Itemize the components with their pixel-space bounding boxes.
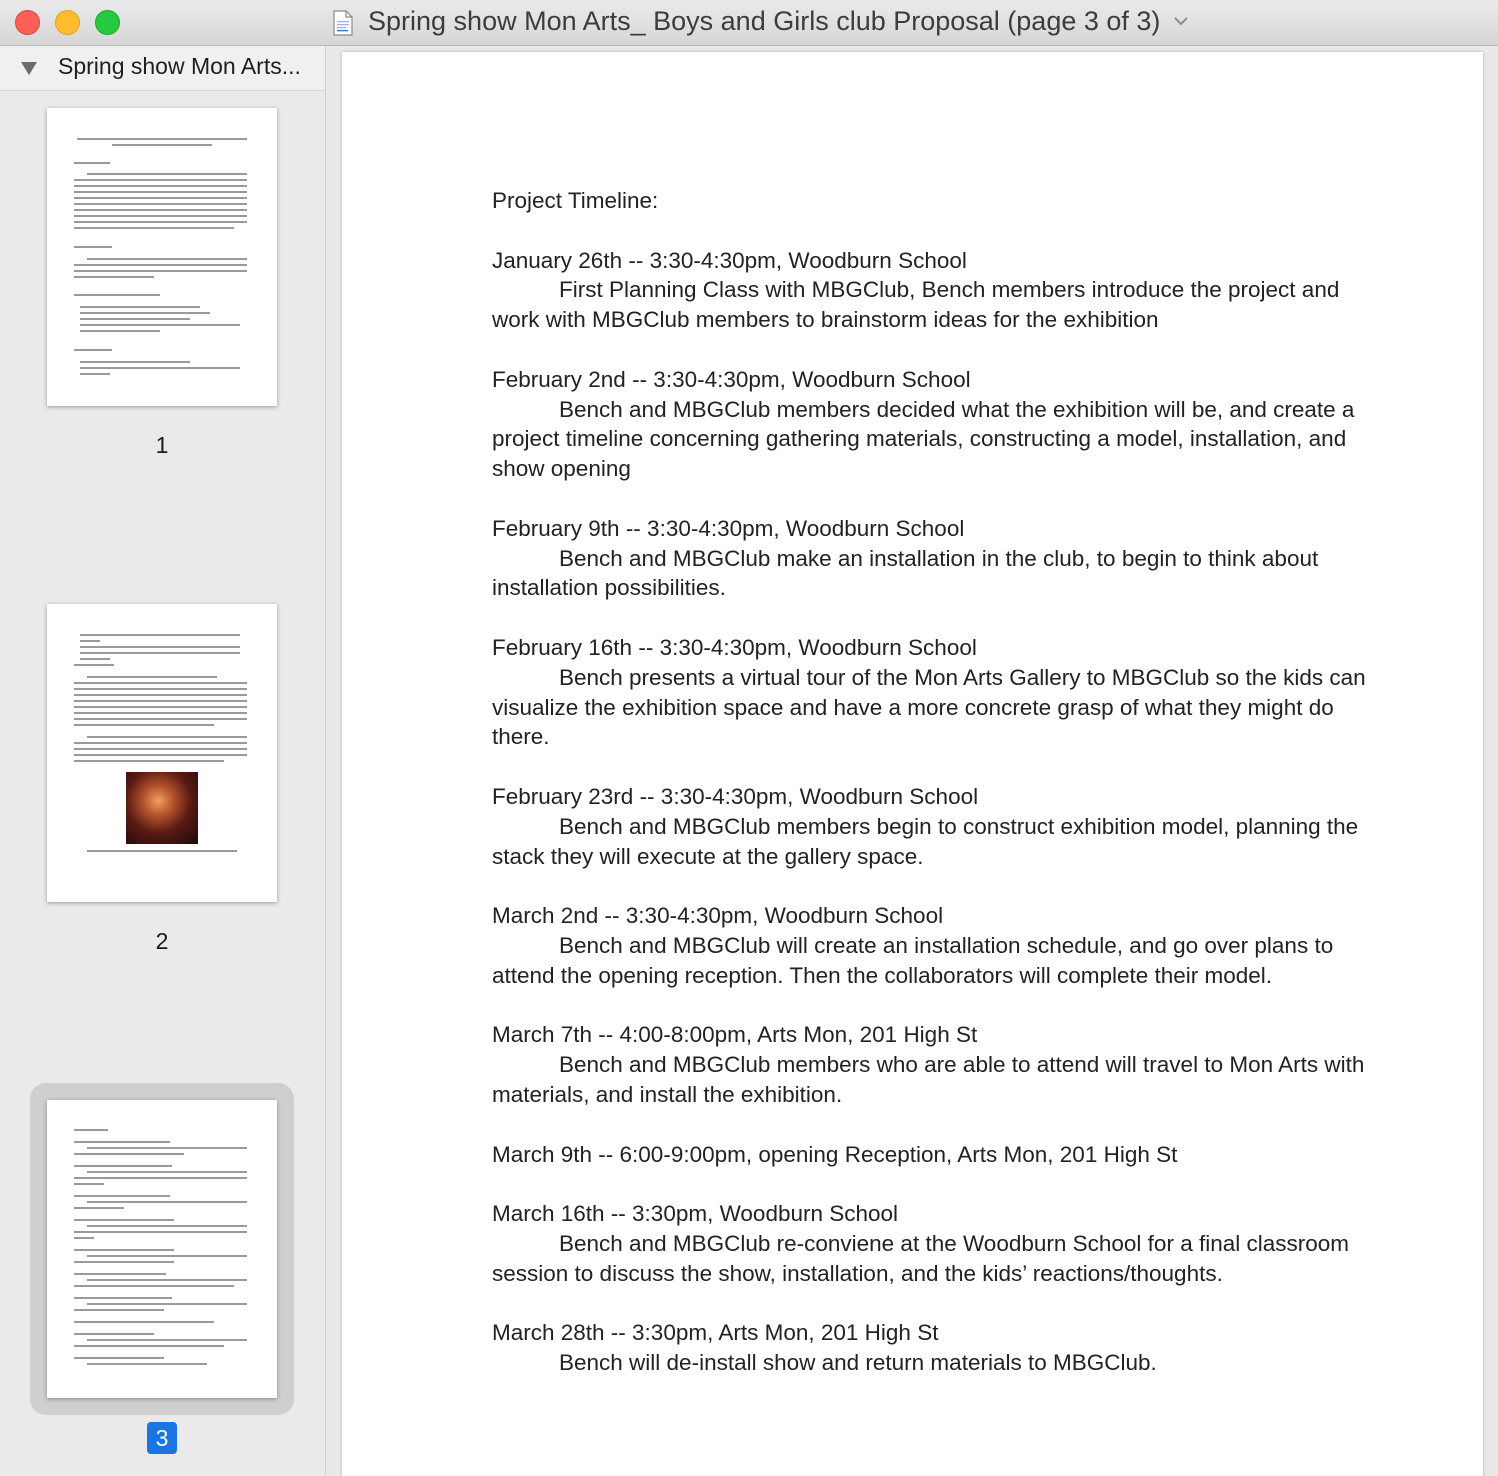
entry-date: March 2nd -- 3:30-4:30pm, Woodburn School bbox=[492, 903, 944, 929]
window-title[interactable]: Spring show Mon Arts_ Boys and Girls club Proposal (page 3 of 3) bbox=[368, 6, 1161, 36]
document-view[interactable] bbox=[326, 46, 1498, 1476]
entry-date: March 28th -- 3:30pm, Arts Mon, 201 High St bbox=[492, 1320, 939, 1346]
entry-description: Bench presents a virtual tour of the Mon Arts Gallery to MBGClub so the kids can visualize the exhibition space and have a more concrete grasp of what they might do there. bbox=[492, 664, 1366, 750]
thumbnail-photo bbox=[126, 772, 198, 844]
page-thumbnail-image bbox=[47, 108, 277, 406]
page-number-label[interactable]: 2 bbox=[155, 928, 169, 954]
entry-date: March 16th -- 3:30pm, Woodburn School bbox=[492, 1201, 899, 1227]
timeline-entry bbox=[492, 1140, 1372, 1170]
close-icon[interactable] bbox=[15, 10, 40, 35]
timeline-heading: Project Timeline: bbox=[492, 188, 659, 213]
page-thumbnail-3[interactable] bbox=[47, 1100, 277, 1398]
page-number-label[interactable]: 1 bbox=[155, 432, 169, 458]
page-thumbnail-image bbox=[47, 604, 277, 902]
minimize-icon[interactable] bbox=[55, 10, 80, 35]
entry-description: Bench and MBGClub members decided what the exhibition will be, and create a project timeline concerning gathering materials, constructing a model, installation, and show opening bbox=[492, 396, 1355, 482]
title-bar[interactable] bbox=[0, 0, 1498, 46]
entry-date: February 9th -- 3:30-4:30pm, Woodburn School bbox=[492, 515, 965, 541]
entry-description: Bench and MBGClub members who are able to attend will travel to Mon Arts with materials, and install the exhibition. bbox=[492, 1052, 1365, 1107]
page-thumbnail-1[interactable] bbox=[47, 108, 277, 406]
timeline-entry bbox=[492, 901, 1372, 990]
entry-date: January 26th -- 3:30-4:30pm, Woodburn School bbox=[492, 247, 967, 273]
page-thumbnail-2[interactable] bbox=[47, 604, 277, 902]
timeline-entry bbox=[492, 365, 1372, 484]
disclosure-triangle-icon[interactable] bbox=[20, 60, 38, 76]
timeline-entry bbox=[492, 1318, 1372, 1378]
timeline-entry bbox=[492, 633, 1372, 752]
zoom-icon[interactable] bbox=[95, 10, 120, 35]
document-page bbox=[342, 52, 1483, 1476]
entry-description: Bench and MBGClub will create an installation schedule, and go over plans to attend the opening reception. Then the collaborators will complete their model. bbox=[492, 932, 1334, 988]
entry-description: Bench and MBGClub re-conviene at the Woodburn School for a final classroom session to discuss the show, installation, and the kids’ reactions/thoughts. bbox=[492, 1230, 1350, 1286]
timeline-entry bbox=[492, 1199, 1372, 1288]
entry-date: March 9th -- 6:00-9:00pm, opening Reception, Arts Mon, 201 High St bbox=[492, 1141, 1178, 1167]
timeline-entry bbox=[492, 782, 1372, 871]
page-number-label-selected[interactable]: 3 bbox=[147, 1422, 177, 1454]
chevron-down-icon[interactable] bbox=[1172, 14, 1190, 28]
entry-date: February 16th -- 3:30-4:30pm, Woodburn School bbox=[492, 634, 977, 660]
document-icon[interactable] bbox=[333, 10, 353, 36]
entry-description: Bench and MBGClub make an installation in the club, to begin to think about installation possibilities. bbox=[492, 545, 1319, 601]
thumbnail-sidebar bbox=[0, 46, 326, 1476]
timeline-entry bbox=[492, 246, 1372, 335]
entry-date: February 23rd -- 3:30-4:30pm, Woodburn School bbox=[492, 783, 979, 809]
timeline-entry bbox=[492, 514, 1372, 603]
page-content bbox=[492, 186, 1372, 1408]
entry-date: March 7th -- 4:00-8:00pm, Arts Mon, 201 High St bbox=[492, 1022, 978, 1048]
entry-description: Bench and MBGClub members begin to construct exhibition model, planning the stack they will execute at the gallery space. bbox=[492, 813, 1359, 869]
sidebar-document-title[interactable]: Spring show Mon Arts... bbox=[58, 53, 301, 79]
entry-description: Bench will de-install show and return materials to MBGClub. bbox=[559, 1350, 1157, 1376]
timeline-entry bbox=[492, 1020, 1372, 1109]
sidebar-header[interactable] bbox=[0, 46, 325, 91]
entry-date: February 2nd -- 3:30-4:30pm, Woodburn School bbox=[492, 366, 971, 392]
entry-description: First Planning Class with MBGClub, Bench members introduce the project and work with MBGClub members to brainstorm ideas for the exhibition bbox=[492, 277, 1340, 333]
page-thumbnail-image bbox=[47, 1100, 277, 1398]
